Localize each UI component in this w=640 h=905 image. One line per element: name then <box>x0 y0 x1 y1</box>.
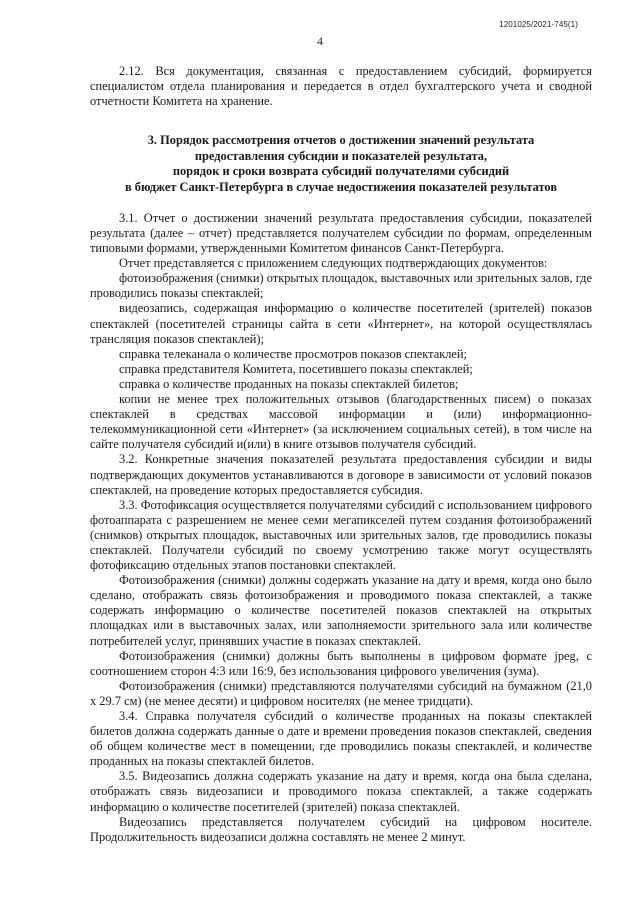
paragraph: Фотоизображения (снимки) должны быть выполнены в цифровом формате jpeg, с соотношением сторон 4:3 или 16:9, без использования цифрового увеличения (зума). <box>90 648 592 678</box>
paragraph: Фотоизображения (снимки) представляются получателями субсидий на бумажном (21,0 x 29.7 см) (не менее десяти) и цифровом носителях (не менее тридцати). <box>90 678 592 708</box>
list-item: справка телеканала о количестве просмотров показов спектаклей; <box>119 346 467 361</box>
list-item: фотоизображения (снимки) открытых площадок, выставочных или зрительных залов, где проводились показы спектаклей; <box>90 271 592 301</box>
paragraph-3-5: 3.5. Видеозапись должна содержать указание на дату и время, когда она была сделана, отображать связь видеозаписи и проводимого показа спектаклей, а также содержать информацию о количестве посетителей (зрителей) показа спектаклей. <box>90 769 592 814</box>
paragraph-2-12: 2.12. Вся документация, связанная с предоставлением субсидий, формируется специалистом отдела планирования и передается в отдел бухгалтерского учета и сводной отчетности Комитета на хранение. <box>90 64 592 109</box>
paragraph-3-3: 3.3. Фотофиксация осуществляется получателями субсидий с использованием цифрового фотоаппарата с разрешением не менее семи мегапикселей путем создания фотоизображений (снимков) открытых площадок, выставочных или зрительных залов, где проводились показы спектаклей. Получатели субсидий по своему усмотрению также могут осуществлять фотофиксацию отдельных этапов постановки спектаклей. <box>90 497 592 573</box>
section-3-heading <box>90 133 592 195</box>
paragraph-3-1: 3.1. Отчет о достижении значений результата предоставления субсидии, показателей результата (далее – отчет) представляется получателем субсидии по формам, определенным типовыми формами, утвержденными Комитетом финансов Санкт-Петербурга. <box>90 210 592 256</box>
paragraph: Видеозапись представляется получателем субсидий на цифровом носителе. Продолжительность видеозаписи должна составлять не менее 2 минут. <box>90 814 592 844</box>
paragraph-3-4: 3.4. Справка получателя субсидий о количестве проданных на показы спектаклей билетов должна содержать данные о дате и времени проведения показов спектаклей, сведения об общем количестве мест в помещении, где проводились показы спектаклей, и количестве проданных на показы спектаклей билетов. <box>90 709 592 769</box>
document-number: 1201025/2021-745(1) <box>499 20 578 29</box>
list-item: справка о количестве проданных на показы спектаклей билетов; <box>119 376 459 391</box>
document-body <box>90 64 592 845</box>
section-heading-line: в бюджет Санкт-Петербурга в случае недостижения показателей результатов <box>124 179 558 194</box>
page-number: 4 <box>317 34 323 48</box>
section-heading-line: порядок и сроки возврата субсидий получателями субсидий <box>172 164 510 179</box>
paragraph: Отчет представляется с приложением следующих подтверждающих документов: <box>119 256 548 271</box>
list-item: копии не менее трех положительных отзывов (благодарственных писем) о показах спектаклей в средствах массовой информации и (или) информационно-телекоммуникационной сети «Интернет» (за исключением социальных сетей), в том числе на сайте получателя субсидий и(или) в книге отзывов получателя субсидий. <box>90 392 592 452</box>
list-item: справка представителя Комитета, посетившего показы спектаклей; <box>119 361 473 376</box>
paragraph: Фотоизображения (снимки) должны содержать указание на дату и время, когда оно было сделано, отображать связь фотоизображения и проводимого показа спектаклей, а также содержать информацию о количестве посетителей показов спектаклей на открытых площадках или в выставочных залах, или заполняемости зрительного зала или количестве потребителей услуг, принявших участие в показах спектаклей. <box>90 573 592 648</box>
list-item: видеозапись, содержащая информацию о количестве посетителей (зрителей) показов спектаклей (посетителей страницы сайта в сети «Интернет», на которой осуществлялась трансляция показов спектаклей); <box>90 301 592 346</box>
section-heading-line: предоставления субсидии и показателей результата, <box>194 148 488 163</box>
section-heading-line: 3. Порядок рассмотрения отчетов о достижении значений результата <box>147 133 535 148</box>
paragraph-3-2: 3.2. Конкретные значения показателей результата предоставления субсидии и виды подтверждающих документов устанавливаются в договоре в зависимости от условий показов спектаклей, на проведение которых предоставляется субсидия. <box>90 452 592 497</box>
